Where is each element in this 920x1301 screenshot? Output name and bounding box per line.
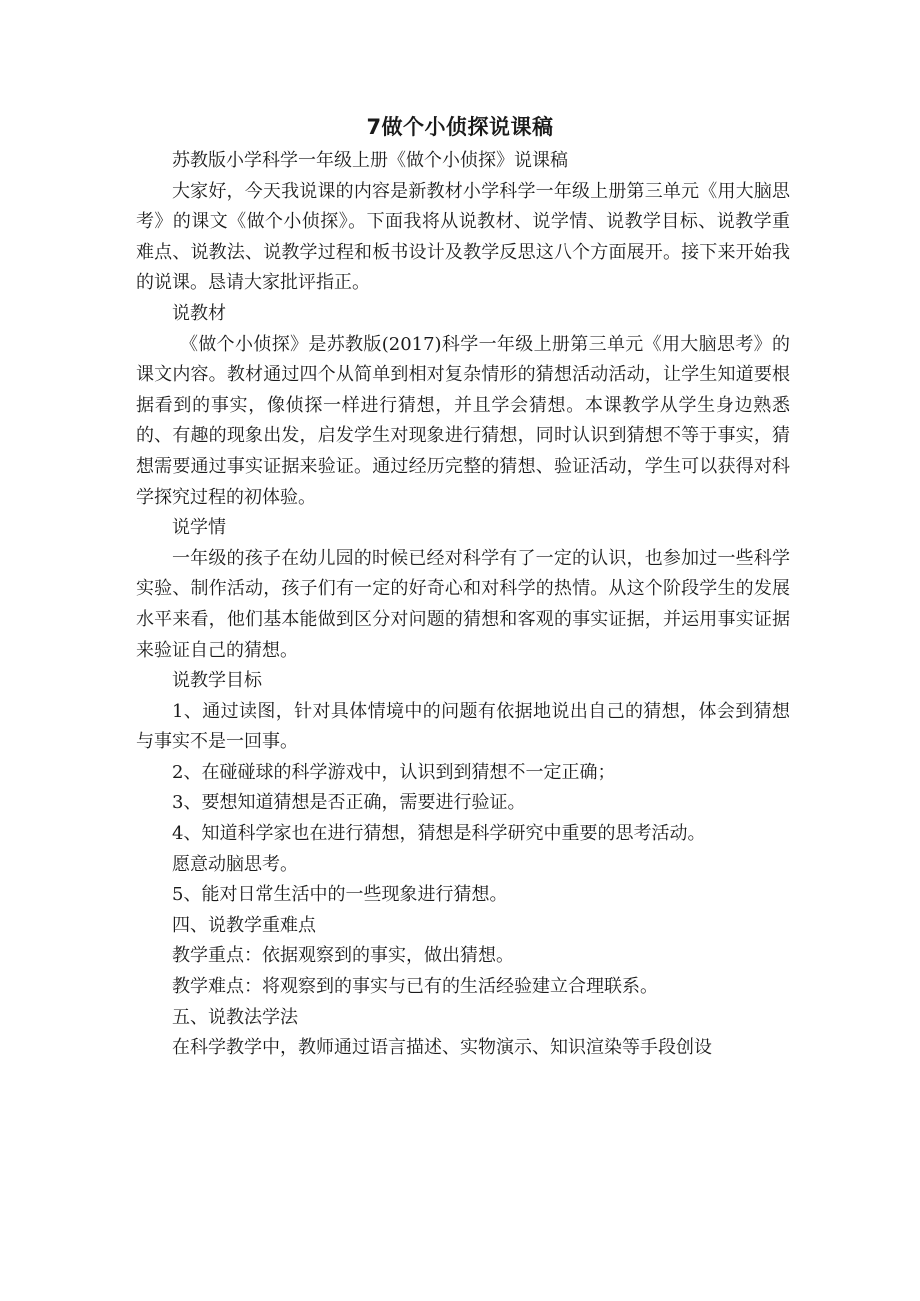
heading-methods: 五、说教法学法 [172,1006,298,1028]
goal-item-5: 5、能对日常生活中的一些现象进行猜想。 [172,884,508,906]
goal-item-4: 4、知道科学家也在进行猜想，猜想是科学研究中重要的思考活动。 [172,823,706,845]
paragraph-methods: 在科学教学中，教师通过语言描述、实物演示、知识渲染等手段创设 [172,1037,712,1059]
document-body [136,146,790,1064]
goal-item-4-continued: 愿意动脑思考。 [172,853,298,875]
paragraph-subtitle: 苏教版小学科学一年级上册《做个小侦探》说课稿 [172,150,568,171]
document-title: 7做个小侦探说课稿 [366,115,554,139]
goal-item-3: 3、要想知道猜想是否正确，需要进行验证。 [172,792,526,814]
goal-item-1: 1、通过读图，针对具体情境中的问题有依据地说出自己的猜想，体会到猜想与事实不是一回事。 [136,700,790,753]
heading-textbook: 说教材 [172,302,226,324]
heading-key-points: 四、说教学重难点 [172,914,316,936]
paragraph-textbook: 《做个小侦探》是苏教版(2017)科学一年级上册第三单元《用大脑思考》的课文内容。教材通过四个从简单到相对复杂情形的猜想活动活动，让学生知道要根据看到的事实，像侦探一样进行猜想，并且学会猜想。本课教学从学生身边熟悉的、有趣的现象出发，启发学生对现象进行猜想，同时认识到猜想不等于事实，猜想需要通过事实证据来验证。通过经历完整的猜想、验证活动，学生可以获得对科学探究过程的初体验。 [136,333,790,508]
paragraph-difficult-point: 教学难点：将观察到的事实与已有的生活经验建立合理联系。 [172,976,658,998]
heading-students: 说学情 [172,517,226,539]
paragraph-key-point: 教学重点：依据观察到的事实，做出猜想。 [172,945,514,967]
goal-item-2: 2、在碰碰球的科学游戏中，认识到到猜想不一定正确； [172,761,616,783]
paragraph-students: 一年级的孩子在幼儿园的时候已经对科学有了一定的认识，也参加过一些科学实验、制作活动，孩子们有一定的好奇心和对科学的热情。从这个阶段学生的发展水平来看，他们基本能做到区分对问题的猜想和客观的事实证据，并运用事实证据来验证自己的猜想。 [136,547,790,661]
paragraph-intro: 大家好，今天我说课的内容是新教材小学科学一年级上册第三单元《用大脑思考》的课文《做个小侦探》。下面我将从说教材、说学情、说教学目标、说教学重难点、说教法、说教学过程和板书设计及教学反思这八个方面展开。接下来开始我的说课。恳请大家批评指正。 [136,180,790,294]
heading-goals: 说教学目标 [172,670,262,692]
